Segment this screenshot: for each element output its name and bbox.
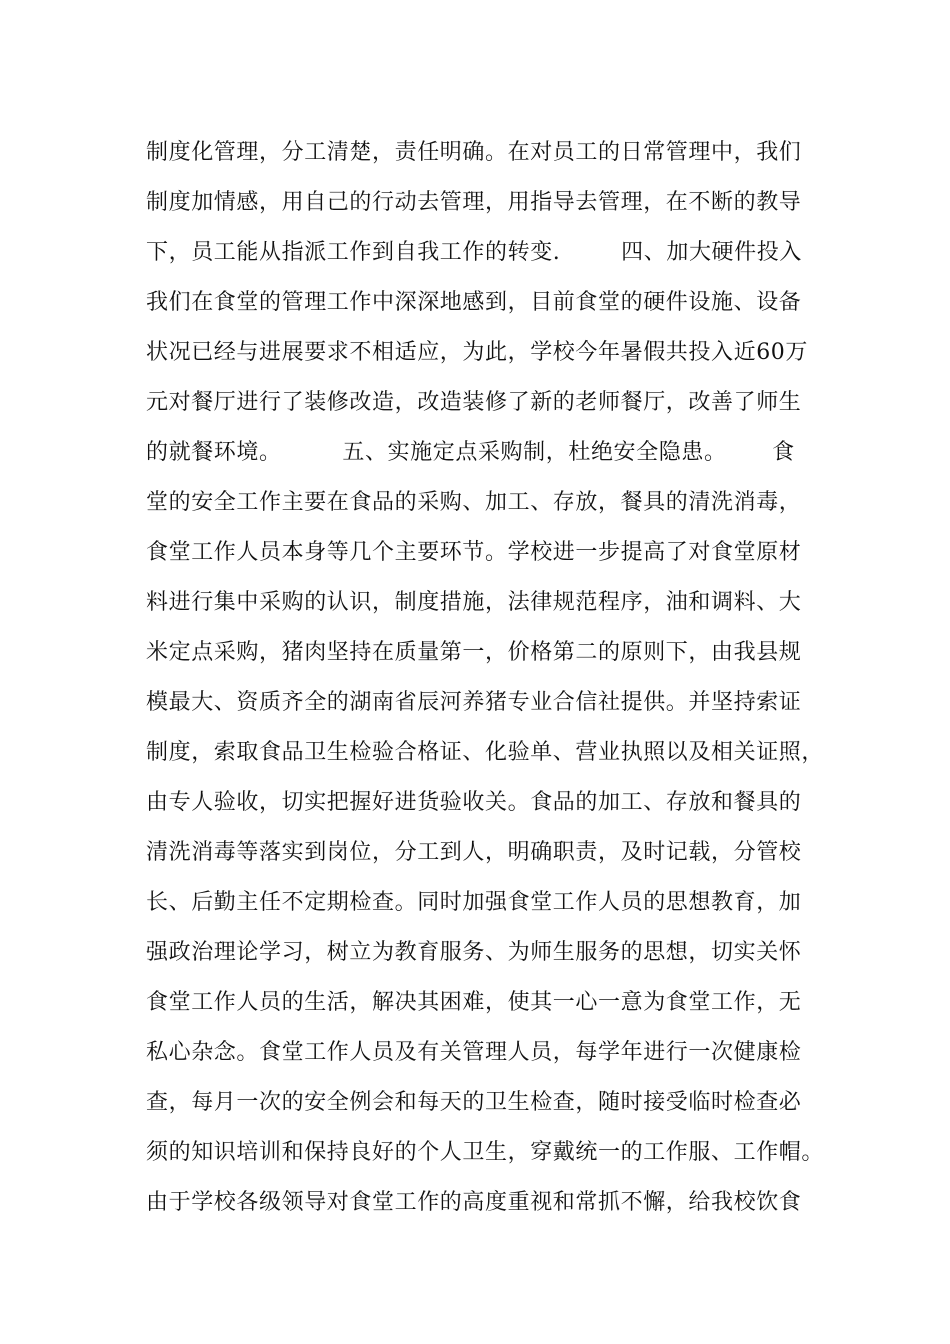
body-text	[146, 128, 826, 1228]
text-line: 制度化管理，分工清楚，责任明确。在对员工的日常管理中，我们	[146, 140, 802, 165]
text-line: 状况已经与进展要求不相适应，为此，学校今年暑假共投入近60万	[146, 340, 808, 365]
text-line: 由于学校各级领导对食堂工作的高度重视和常抓不懈，给我校饮食	[146, 1190, 802, 1215]
text-line: 料进行集中采购的认识，制度措施，法律规范程序，油和调料、大	[146, 590, 802, 615]
text-line: 强政治理论学习，树立为教育服务、为师生服务的思想，切实关怀	[146, 940, 802, 965]
text-line: 私心杂念。食堂工作人员及有关管理人员，每学年进行一次健康检	[146, 1040, 802, 1065]
text-line: 我们在食堂的管理工作中深深地感到，目前食堂的硬件设施、设备	[146, 290, 802, 315]
text-line: 查，每月一次的安全例会和每天的卫生检查，随时接受临时检查必	[146, 1090, 802, 1115]
text-line: 食堂工作人员的生活，解决其困难，使其一心一意为食堂工作，无	[146, 990, 802, 1015]
text-line: 长、后勤主任不定期检查。同时加强食堂工作人员的思想教育，加	[146, 890, 802, 915]
text-line: 元对餐厅进行了装修改造，改造装修了新的老师餐厅，改善了师生	[146, 390, 802, 415]
text-line: 须的知识培训和保持良好的个人卫生，穿戴统一的工作服、工作帽。	[146, 1140, 825, 1165]
text-line: 制度加情感，用自己的行动去管理，用指导去管理，在不断的教导	[146, 190, 802, 215]
text-line: 由专人验收，切实把握好进货验收关。食品的加工、存放和餐具的	[146, 790, 802, 815]
text-line: 清洗消毒等落实到岗位，分工到人，明确职责，及时记载，分管校	[146, 840, 802, 865]
text-line: 的就餐环境。 五、实施定点采购制，杜绝安全隐患。 食	[146, 440, 795, 465]
text-line: 模最大、资质齐全的湖南省辰河养猪专业合信社提供。并坚持索证	[146, 690, 802, 715]
text-line: 米定点采购，猪肉坚持在质量第一，价格第二的原则下，由我县规	[146, 640, 802, 665]
text-line: 食堂工作人员本身等几个主要环节。学校进一步提高了对食堂原材	[146, 540, 802, 565]
text-line: 制度，索取食品卫生检验合格证、化验单、营业执照以及相关证照，	[146, 740, 825, 765]
text-line: 下，员工能从指派工作到自我工作的转变. 四、加大硬件投入	[146, 240, 802, 265]
text-line: 堂的安全工作主要在食品的采购、加工、存放，餐具的清洗消毒，	[146, 490, 802, 515]
